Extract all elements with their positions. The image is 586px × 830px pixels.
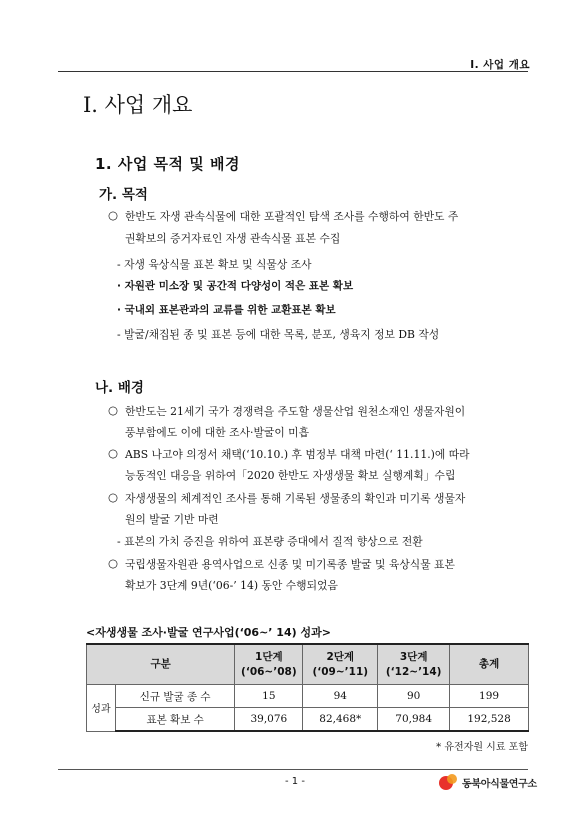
bullet-circle-icon: ○	[108, 446, 119, 460]
bullet-circle-icon: ○	[108, 403, 119, 417]
header-total: 총계	[450, 644, 529, 685]
stage-2-label: 2단계	[326, 650, 355, 663]
table-cell: 82,468*	[303, 708, 378, 732]
table-cell: 199	[450, 685, 529, 708]
section-title: I. 사업 개요	[83, 93, 193, 117]
background-line-3: ABS 나고야 의정서 채택(‘10.10.) 후 범정부 대책 마련(‘ 11.11.)에 따라	[125, 448, 470, 461]
purpose-line-5: · 국내외 표본관과의 교류를 위한 교환표본 확보	[117, 304, 336, 316]
bullet-circle-icon: ○	[108, 556, 119, 570]
header-stage-1	[235, 644, 303, 685]
table-row	[87, 708, 529, 732]
header-stage-2	[303, 644, 378, 685]
purpose-line-3: - 자생 육상식물 표본 확보 및 식물상 조사	[117, 258, 312, 271]
bullet-circle-icon: ○	[108, 208, 119, 222]
page-number: - 1 -	[285, 776, 305, 787]
purpose-line-6: - 발굴/채집된 종 및 표본 등에 대한 목록, 분포, 생육지 정보 DB 작성	[117, 328, 440, 341]
running-header-title: I. 사업 개요	[470, 59, 530, 71]
background-line-4: 능동적인 대응을 위하여「2020 한반도 자생생물 확보 실행계획」수립	[125, 469, 456, 482]
background-heading: 나. 배경	[95, 380, 144, 396]
table-footnote: * 유전자원 시료 포함	[436, 742, 528, 753]
stage-3-label: 3단계	[399, 650, 428, 663]
background-line-2: 풍부함에도 이에 대한 조사·발굴이 미흡	[125, 426, 310, 439]
institute-logo-icon	[437, 772, 459, 792]
table-cell: 94	[303, 685, 378, 708]
background-line-1: 한반도는 21세기 국가 경쟁력을 주도할 생물산업 원천소재인 생물자원이	[125, 405, 466, 418]
background-line-5: 자생생물의 체계적인 조사를 통해 기록된 생물종의 확인과 미기록 생물자	[125, 492, 466, 505]
stage-3-years: (‘12~’14)	[385, 665, 442, 678]
header-category: 구분	[87, 644, 235, 685]
row-label: 표본 확보 수	[115, 708, 234, 732]
purpose-heading: 가. 목적	[99, 187, 148, 203]
table-cell: 39,076	[235, 708, 303, 732]
header-divider	[58, 71, 528, 72]
table-row	[87, 685, 529, 708]
table-cell: 90	[378, 685, 450, 708]
table-cell: 192,528	[450, 708, 529, 732]
group-label-cell: 성과	[87, 685, 116, 732]
header-stage-3	[378, 644, 450, 685]
bullet-circle-icon: ○	[108, 490, 119, 504]
purpose-line-4: · 자원관 미소장 및 공간적 다양성이 적은 표본 확보	[117, 280, 354, 292]
background-line-7: - 표본의 가치 증진을 위하여 표본량 증대에서 질적 향상으로 전환	[117, 535, 423, 548]
purpose-line-2: 권확보의 증거자료인 자생 관속식물 표본 수집	[125, 232, 341, 245]
background-line-9: 확보가 3단계 9년(‘06-’ 14) 동안 수행되었음	[125, 579, 338, 592]
background-line-6: 원의 발굴 기반 마련	[125, 513, 219, 526]
purpose-line-1: 한반도 자생 관속식물에 대한 포괄적인 탐색 조사를 수행하여 한반도 주	[125, 210, 459, 223]
background-line-8: 국립생물자원관 용역사업으로 신종 및 미기록종 발굴 및 육상식물 표본	[125, 558, 455, 571]
row-label: 신규 발굴 종 수	[115, 685, 234, 708]
footer-divider	[58, 769, 528, 770]
stage-2-years: (‘09~’11)	[312, 665, 369, 678]
table-cell: 70,984	[378, 708, 450, 732]
table-header-row	[87, 644, 529, 685]
results-table	[86, 643, 529, 732]
stage-1-years: (‘06~’08)	[241, 665, 297, 678]
stage-1-label: 1단계	[255, 650, 283, 663]
subsection-title: 1. 사업 목적 및 배경	[95, 155, 240, 173]
table-caption: <자생생물 조사·발굴 연구사업(‘06~’ 14) 성과>	[86, 626, 331, 639]
institute-logo-text: 동북아식물연구소	[462, 778, 537, 790]
table-cell: 15	[235, 685, 303, 708]
institute-logo	[437, 772, 537, 792]
